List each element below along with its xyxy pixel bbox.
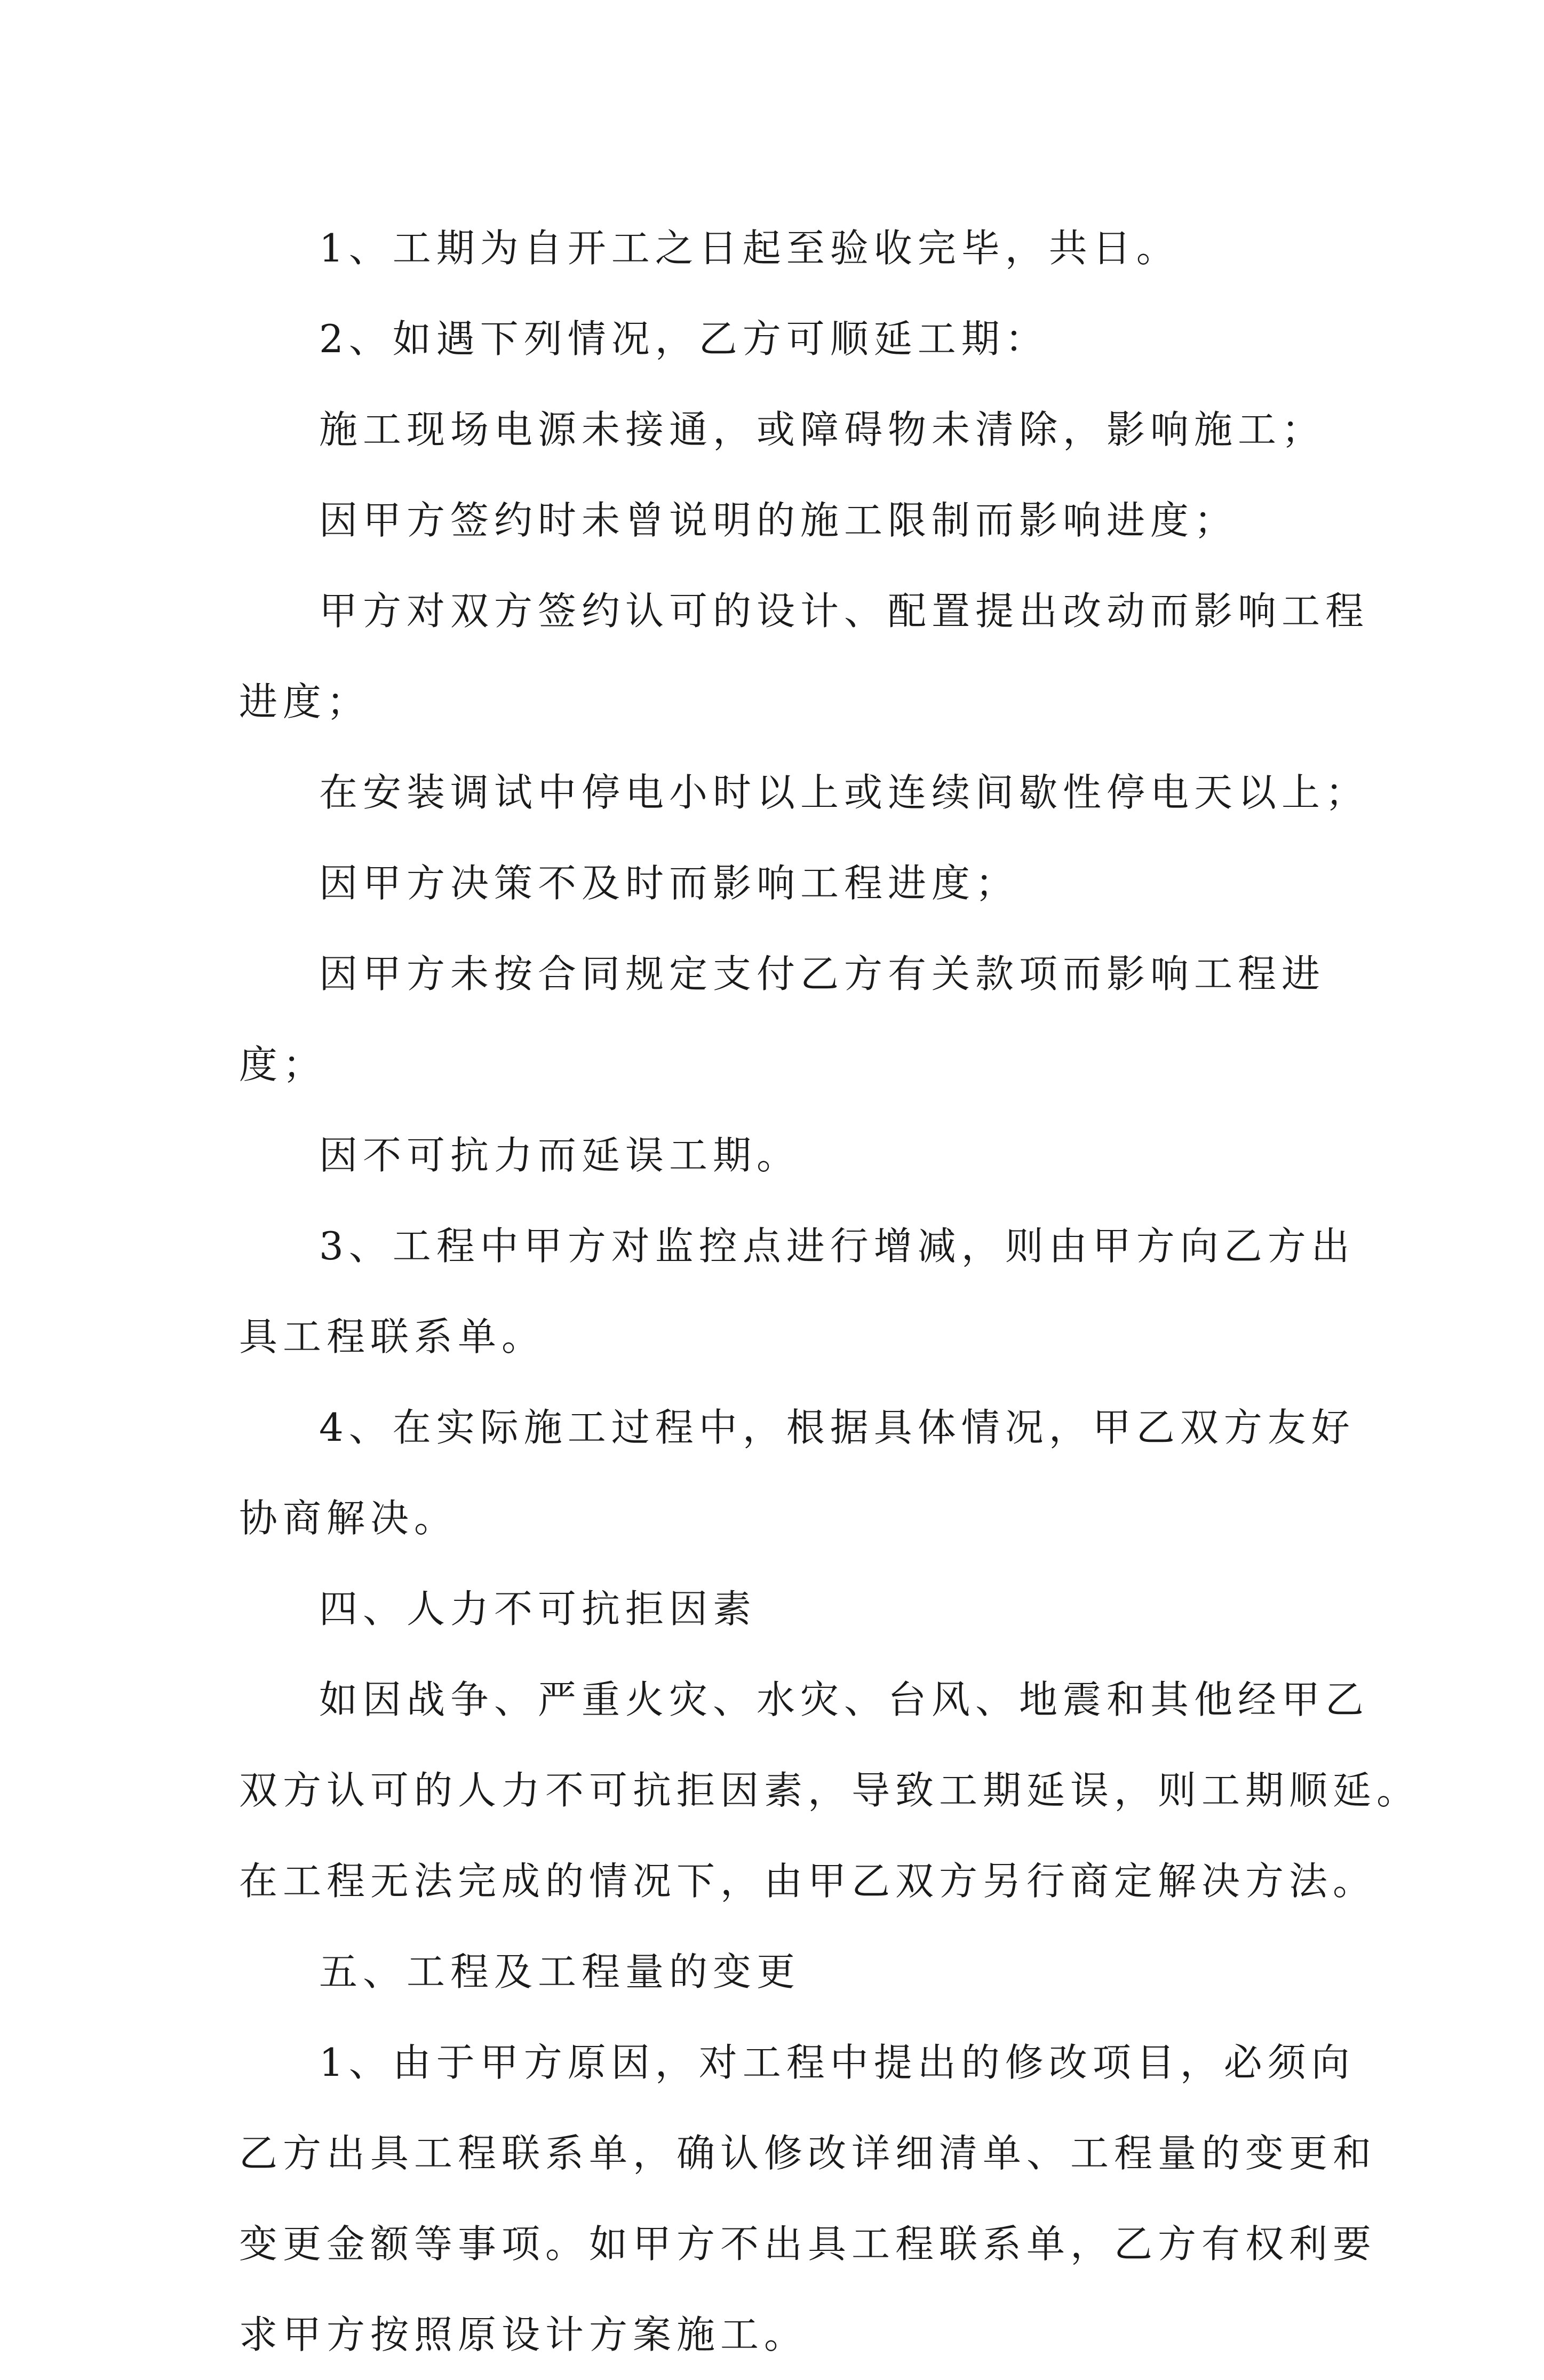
text-line: 3、工程中甲方对监控点进行增减，则由甲方向乙方出 (319, 1224, 1355, 1268)
text-line: 乙方出具工程联系单，确认修改详细清单、工程量的变更和 (239, 2131, 1377, 2176)
text-line: 甲方对双方签约认可的设计、配置提出改动而影响工程 (319, 589, 1370, 633)
text-line: 因不可抗力而延误工期。 (319, 1133, 801, 1178)
paragraph-7 (239, 838, 1326, 929)
text-line: 在工程无法完成的情况下，由甲乙双方另行商定解决方法。 (239, 1859, 1377, 1903)
text-line: 具工程联系单。 (239, 1314, 546, 1359)
text-line: 协商解决。 (239, 1496, 458, 1541)
text-line: 如因战争、严重火灾、水灾、台风、地震和其他经甲乙 (319, 1677, 1370, 1722)
text-line: 施工现场电源未接通，或障碍物未清除，影响施工； (319, 407, 1326, 452)
paragraph-15 (239, 2017, 1377, 2380)
text-line: 在安装调试中停电小时以上或连续间歇性停电天以上； (319, 770, 1370, 815)
paragraph-6 (239, 747, 1370, 838)
heading-text: 四、人力不可抗拒因素 (319, 1586, 757, 1631)
paragraph-8 (239, 929, 1326, 1110)
paragraph-2 (239, 293, 1326, 384)
section-heading-5 (239, 1926, 1326, 2017)
text-line: 1、由于甲方原因，对工程中提出的修改项目，必须向 (319, 2040, 1355, 2085)
paragraph-11 (239, 1382, 1355, 1564)
paragraph-3 (239, 384, 1326, 475)
section-heading-4 (239, 1564, 1326, 1654)
text-line: 进度； (239, 679, 371, 724)
paragraph-5 (239, 566, 1370, 747)
paragraph-9 (239, 1110, 1326, 1201)
paragraph-10 (239, 1201, 1355, 1382)
text-line: 度； (239, 1042, 327, 1087)
text-line: 变更金额等事项。如甲方不出具工程联系单，乙方有权利要 (239, 2222, 1377, 2266)
text-line: 因甲方签约时未曾说明的施工限制而影响进度； (319, 498, 1238, 543)
text-line: 4、在实际施工过程中，根据具体情况，甲乙双方友好 (319, 1405, 1355, 1450)
paragraph-1 (239, 203, 1326, 293)
text-line: 1、工期为自开工之日起至验收完毕，共日。 (319, 226, 1180, 271)
text-line: 2、如遇下列情况，乙方可顺延工期： (319, 316, 1049, 361)
heading-text: 五、工程及工程量的变更 (319, 1949, 801, 1994)
document-body (239, 203, 1421, 2380)
text-line: 求甲方按照原设计方案施工。 (239, 2312, 808, 2357)
text-line: 因甲方决策不及时而影响工程进度； (319, 861, 1020, 906)
paragraph-13 (239, 1654, 1421, 1926)
text-line: 因甲方未按合同规定支付乙方有关款项而影响工程进 (319, 951, 1326, 996)
paragraph-4 (239, 475, 1326, 566)
text-line: 双方认可的人力不可抗拒因素，导致工期延误，则工期顺延。 (239, 1768, 1421, 1813)
